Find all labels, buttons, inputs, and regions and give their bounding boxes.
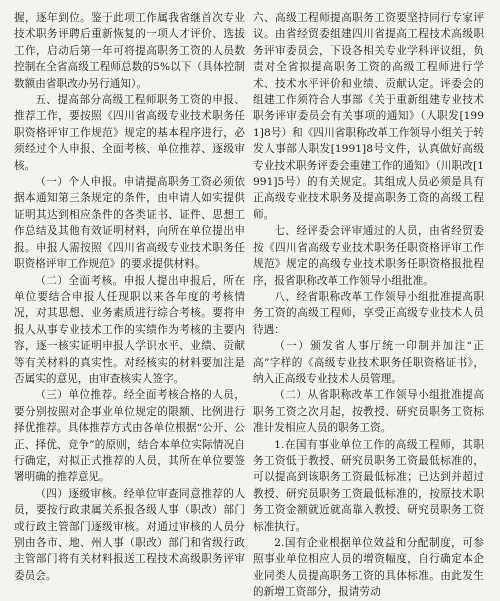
paragraph: 五、提高部分高级工程师职务工资的申报、推荐工作，要按照《四川省高级专业技术职务任职资格评审工作规范》规定的基本程序进行，必须经过个人申报、全面考核、单位推荐、逐级审核。	[14, 94, 245, 172]
right-column	[253, 10, 484, 599]
paragraph: （二）从省职称改革工作领导小组批准提高职务工资之次月起，按教授、研究员职务工资标准计发相应人员的职务工资。	[253, 389, 484, 435]
paragraph: 1.在国有事业单位工作的高级工程师，其职务工资低于教授、研究员职务工资最低标准的，可以提高到该职务工资最低标准；已达到并超过教授、研究员职务工资最低标准的，按原技术职务工资金额就近就高靠入教授、研究员职务工资标准执行。	[253, 438, 484, 533]
paragraph: （四）逐级审核。经单位审查同意推荐的人员，要按行政隶属关系报各级人事（职改）部门或行政主管部门逐级审核。对通过审核的人员分别由各市、地、州人事（职改）部门和省级行政主管部门将有关材料报送工程技术高级职务评审委员会。	[14, 487, 245, 582]
left-column	[14, 10, 245, 590]
paragraph: （三）单位推荐。经全面考核合格的人员，要分别按照对企事业单位规定的限额、比例进行择优推荐。具体推荐方式由各单位根据“公开、公正、择优、竞争”的原则，结合本单位实际情况自行确定，对拟正式推荐的人员，其所在单位要签署明确的推荐意见。	[14, 389, 245, 484]
paragraph: 七、经评委会评审通过的人员，由省经贸委按《四川省高级专业技术职务任职资格评审工作规范》规定的高级专业技术职务任职资格报批程序，报省职称改革工作领导小组批准。	[253, 225, 484, 287]
paragraph: （一）颁发省人事厅统一印制并加注“正高”字样的《高级专业技术职务任职资格证书》，纳入正高级专业技术人员管理。	[253, 340, 484, 385]
paragraph: （二）全面考核。申报人提出申报后，所在单位要结合申报人任现职以来各年度的考核情况，对其思想、业务素质进行综合考核。要将申报人从事专业技术工作的实绩作为考核的主要内容，逐一核实证明申报人学识水平、业绩、贡献等有关材料的真实性。对经核实的材料要加注是否属实的意见，由审查核实人签字。	[14, 274, 245, 385]
paragraph: 六、高级工程师提高职务工资要坚持同行专家评议。由省经贸委组建四川省提高工程技术高级职务评审委员会，下设各相关专业学科评议组，负责对全省拟提高职务工资的高级工程师进行学术、技术水平评价和业绩、贡献认定。评委会的组建工作须符合人事部《关于重新组建专业技术职务评审委员会有关事项的通知》（人职发[1991]8号）和《四川省职称改革工作领导小组关于转发人事部人职发[1991]8号文件，认真做好高级专业技术职务评委会重建工作的通知》（川职改[1991]5号）的有关规定。其组成人员必须是具有正高级专业技术职务及提高职务工资的高级工程师。	[253, 12, 484, 221]
paragraph: 八、经省职称改革工作领导小组批准提高职务工资的高级工程师，享受正高级专业技术人员待遇：	[253, 290, 484, 336]
paragraph: 握，逐年到位。鉴于此项工作属我省继首次专业技术职务评聘后重新恢复的一项人才评价、选拔工作，启动后第一年可将提高职务工资的人员数控制在全省高级工程师总数的5%以下（具体控制数额由省职改办另行通知）。	[14, 12, 245, 90]
paragraph: 2.国有企业根据单位效益和分配制度，可参照事业单位相应人员的增资幅度，自行确定本企业同类人员提高职务工资的具体标准。由此发生的新增工资部分，报请劳动	[253, 537, 484, 599]
paragraph: （一）个人申报。申请提高职务工资必须依据本通知第三条规定的条件，由申请人如实提供证明其达到相应条件的各类证书、证件、思想工作总结及其他有效证明材料，向所在单位提出申报。申报人需按照《四川省高级专业技术职务任职资格评审工作规范》的要求提供材料。	[14, 176, 245, 271]
